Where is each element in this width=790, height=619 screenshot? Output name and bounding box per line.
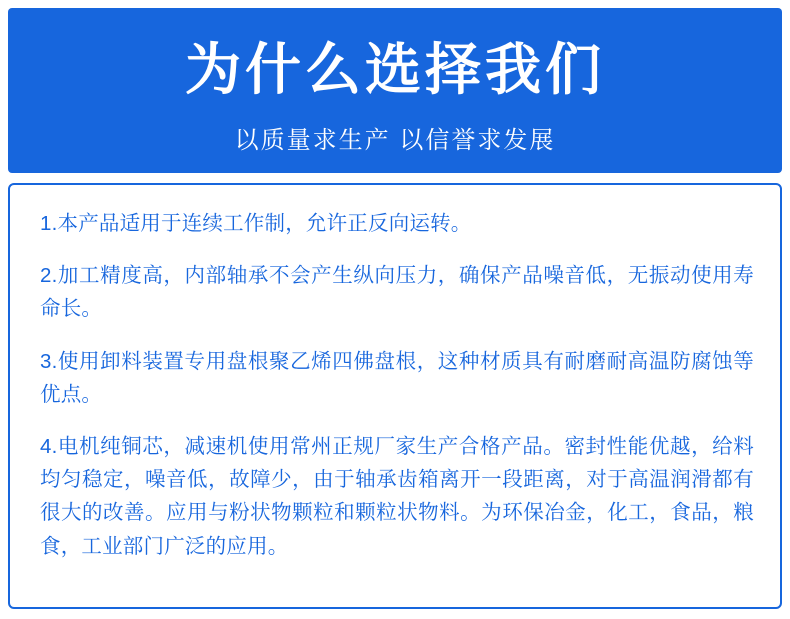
list-item: 1.本产品适用于连续工作制，允许正反向运转。 [40,212,472,235]
page-title: 为什么选择我们 [185,38,605,102]
list-item: 4.电机纯铜芯，减速机使用常州正规厂家生产合格产品。密封性能优越，给料均匀稳定，噪音低，故障少，由于轴承齿箱离开一段距离，对于高温润滑都有很大的改善。应用与粉状物颗粒和颗粒状物料。为环保冶金，化工，食品，粮食，工业部门广泛的应用。 [40,435,754,558]
list-item: 2.加工精度高，内部轴承不会产生纵向压力，确保产品噪音低，无振动使用寿命长。 [40,264,754,321]
header-banner [8,8,782,173]
list-item: 3.使用卸料装置专用盘根聚乙烯四佛盘根，这种材质具有耐磨耐高温防腐蚀等优点。 [40,349,754,406]
features-card [8,183,782,609]
page-subtitle: 以质量求生产 以信誉求发展 [234,126,556,154]
